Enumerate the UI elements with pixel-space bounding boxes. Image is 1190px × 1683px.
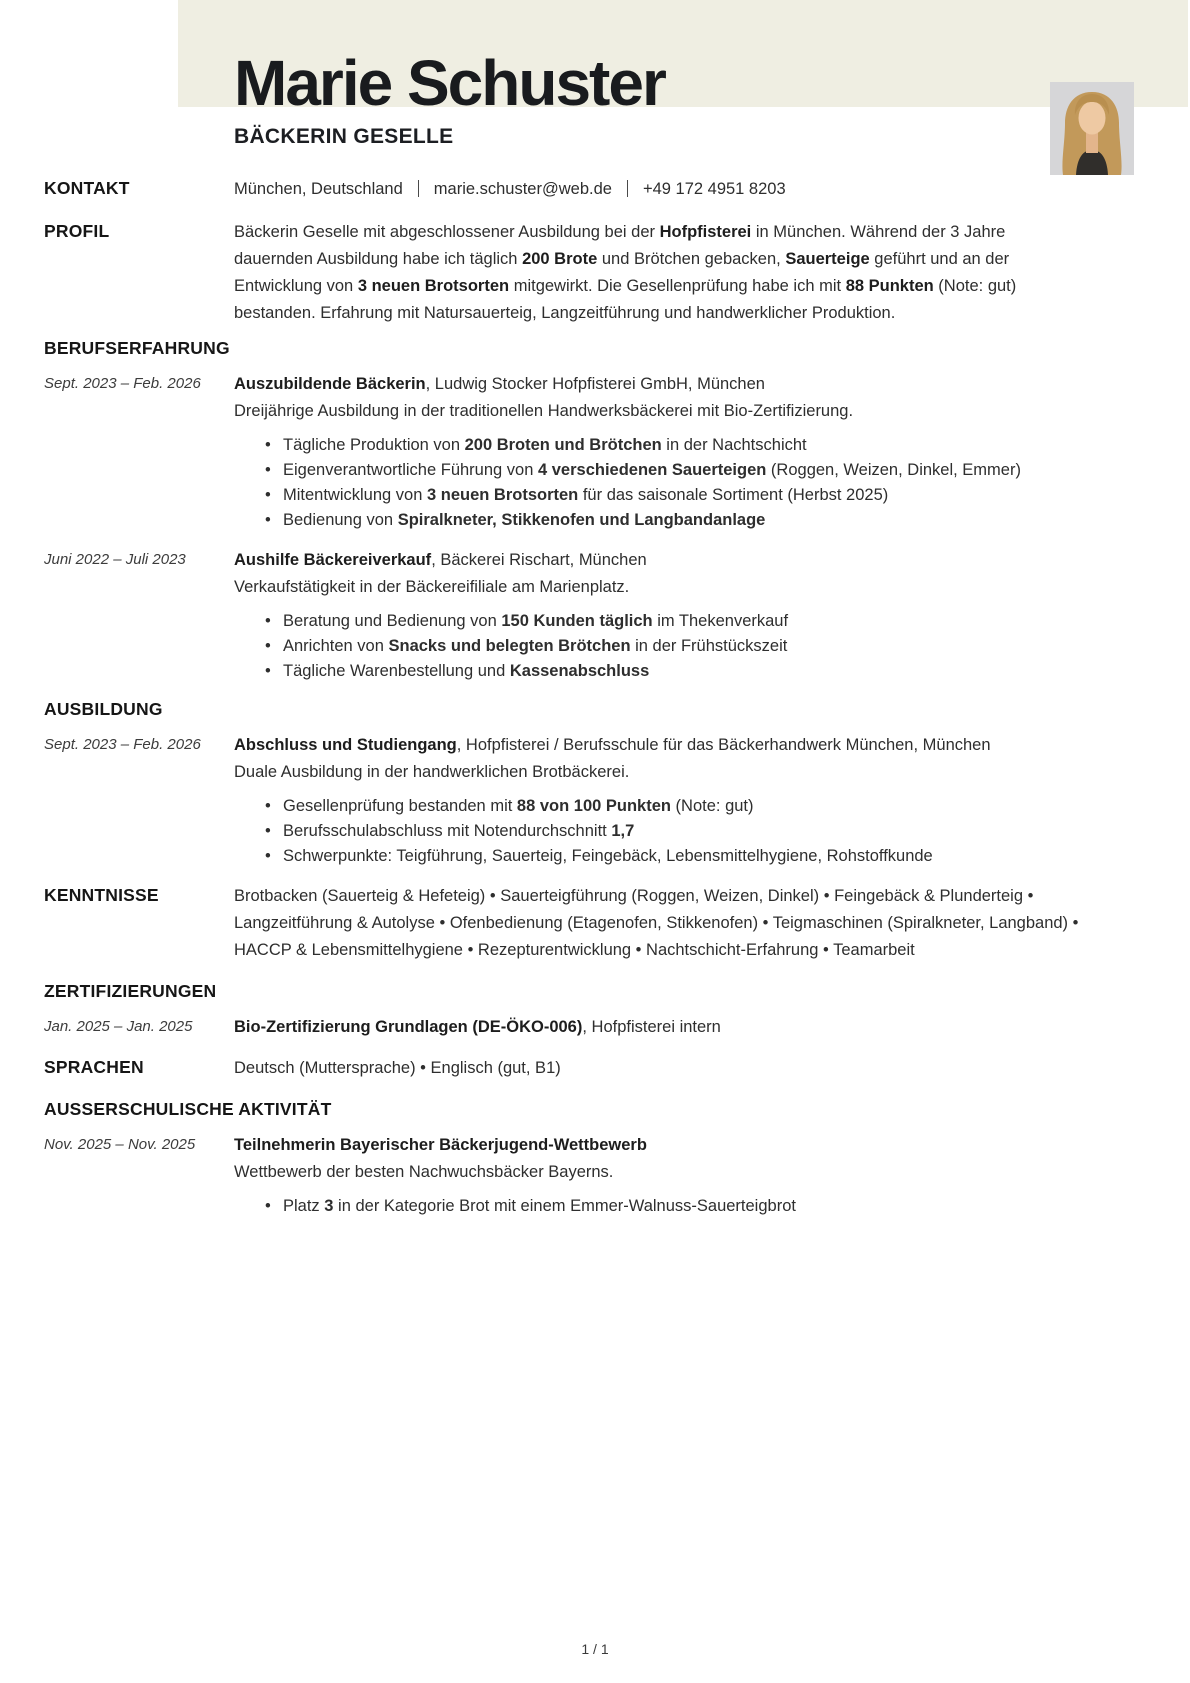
entry-subtitle: Wettbewerb der besten Nachwuchsbäcker Bayerns. (234, 1163, 614, 1181)
entry-date: Sept. 2023 – Feb. 2026 (44, 375, 201, 392)
bullet-item: • Tägliche Produktion von 200 Broten und Brötchen in der Nachtschicht (265, 433, 1079, 458)
education-entry (44, 732, 1119, 869)
contact-line (234, 176, 1079, 203)
page-number: 1 / 1 (581, 1641, 609, 1657)
contact-separator (418, 180, 419, 197)
section-label-kontakt: KONTAKT (44, 178, 130, 198)
skills-row (44, 883, 1119, 964)
experience-entry (44, 547, 1119, 684)
bullet-item: • Berufsschulabschluss mit Notendurchschnitt 1,7 (265, 819, 1079, 844)
entry-date: Jan. 2025 – Jan. 2025 (44, 1018, 193, 1035)
bullet-item: • Eigenverantwortliche Führung von 4 verschiedenen Sauerteigen (Roggen, Weizen, Dinkel, Emmer) (265, 458, 1079, 483)
languages-row (44, 1055, 1119, 1082)
contact-separator (627, 180, 628, 197)
bullet-list (234, 794, 1079, 869)
experience-entry (44, 371, 1119, 533)
entry-subtitle: Verkaufstätigkeit in der Bäckereifiliale am Marienplatz. (234, 578, 630, 596)
bullet-item: • Gesellenprüfung bestanden mit 88 von 100 Punkten (Note: gut) (265, 794, 1079, 819)
bullet-item: • Platz 3 in der Kategorie Brot mit einem Emmer-Walnuss-Sauerteigbrot (265, 1194, 1079, 1219)
bullet-item: • Mitentwicklung von 3 neuen Brotsorten für das saisonale Sortiment (Herbst 2025) (265, 483, 1079, 508)
bullet-item: • Bedienung von Spiralkneter, Stikkenofen und Langbandanlage (265, 508, 1079, 533)
profil-row (44, 219, 1119, 327)
bullet-item: • Anrichten von Snacks und belegten Brötchen in der Frühstückszeit (265, 634, 1079, 659)
profil-text: Bäckerin Geselle mit abgeschlossener Ausbildung bei der Hofpfisterei in München. Während der 3 Jahre dauernden Ausbildung habe ich täglich 200 Brote und Brötchen gebacken, Sauerteige geführt und an der Entwicklung von 3 neuen Brotsorten mitgewirkt. Die Gesellenprüfung habe ich mit 88 Punkten (Note: gut) bestanden. Erfahrung mit Natursauerteig, Langzeitführung und handwerklicher Produktion. (234, 223, 1017, 322)
contact-phone: +49 172 4951 8203 (642, 180, 786, 198)
entry-date: Sept. 2023 – Feb. 2026 (44, 736, 201, 753)
bullet-item: • Tägliche Warenbestellung und Kassenabschluss (265, 659, 1079, 684)
certification-entry (44, 1014, 1119, 1041)
section-heading-berufserfahrung: BERUFSERFAHRUNG (44, 338, 230, 358)
bullet-item: • Beratung und Bedienung von 150 Kunden täglich im Thekenverkauf (265, 609, 1079, 634)
entry-title: Abschluss und Studiengang, Hofpfisterei / Berufsschule für das Bäckerhandwerk München, München (234, 736, 991, 754)
resume-content (44, 176, 1119, 1233)
contact-location: München, Deutschland (234, 180, 403, 198)
job-title: BÄCKERIN GESELLE (234, 125, 454, 148)
activity-entry (44, 1132, 1119, 1219)
bullet-list (234, 433, 1079, 533)
entry-subtitle: Duale Ausbildung in der handwerklichen Brotbäckerei. (234, 763, 630, 781)
section-label-sprachen: SPRACHEN (44, 1057, 144, 1077)
section-label-kenntnisse: KENNTNISSE (44, 885, 159, 905)
contact-email: marie.schuster@web.de (433, 180, 612, 198)
entry-title: Aushilfe Bäckereiverkauf, Bäckerei Rischart, München (234, 551, 647, 569)
contact-row (44, 176, 1119, 203)
entry-date: Nov. 2025 – Nov. 2025 (44, 1136, 196, 1153)
section-heading-zertifizierungen: ZERTIFIZIERUNGEN (44, 981, 217, 1001)
bullet-list (234, 1194, 1079, 1219)
entry-title: Bio-Zertifizierung Grundlagen (DE-ÖKO-006), Hofpfisterei intern (234, 1018, 721, 1036)
languages-text: Deutsch (Muttersprache) • Englisch (gut, B1) (234, 1059, 561, 1077)
header (234, 47, 665, 149)
section-label-profil: PROFIL (44, 221, 110, 241)
entry-date: Juni 2022 – Juli 2023 (44, 551, 186, 568)
bullet-item: • Schwerpunkte: Teigführung, Sauerteig, Feingebäck, Lebensmittelhygiene, Rohstoffkunde (265, 844, 1079, 869)
bullet-list (234, 609, 1079, 684)
entry-title: Teilnehmerin Bayerischer Bäckerjugend-Wettbewerb (234, 1136, 647, 1154)
profile-photo (1050, 82, 1134, 175)
entry-title: Auszubildende Bäckerin, Ludwig Stocker Hofpfisterei GmbH, München (234, 375, 765, 393)
skills-text: Brotbacken (Sauerteig & Hefeteig) • Sauerteigführung (Roggen, Weizen, Dinkel) • Feingebäck & Plunderteig • Langzeitführung & Autolyse • Ofenbedienung (Etagenofen, Stikkenofen) • Teigmaschinen (Spiralkneter, Langband) • HACCP & Lebensmittelhygiene • Rezepturentwicklung • Nachtschicht-Erfahrung • Teamarbeit (234, 887, 1079, 959)
entry-subtitle: Dreijährige Ausbildung in der traditionellen Handwerksbäckerei mit Bio-Zertifizierung. (234, 402, 854, 420)
name-heading: Marie Schuster (234, 47, 665, 119)
section-heading-ausserschulische-aktivitaet: AUSSERSCHULISCHE AKTIVITÄT (44, 1099, 332, 1119)
section-heading-ausbildung: AUSBILDUNG (44, 699, 163, 719)
portrait-illustration (1050, 82, 1134, 175)
